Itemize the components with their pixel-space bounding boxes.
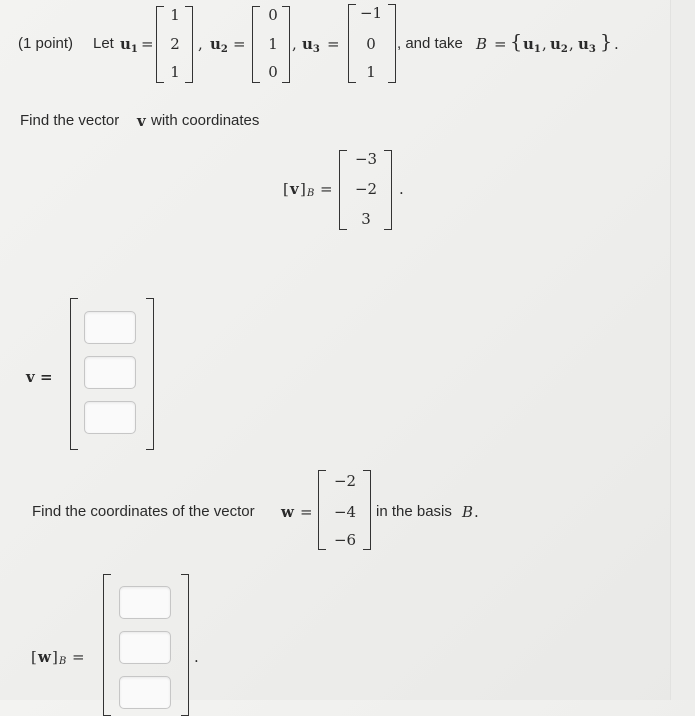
set-open-brace: { [510, 31, 523, 53]
u1-right-bracket [185, 6, 193, 83]
answer-w-entry-2-input[interactable] [119, 631, 171, 664]
answer-w-equals: = [72, 648, 85, 666]
answer-v-entry-2-input[interactable] [84, 356, 136, 389]
basis-symbol: B [476, 35, 488, 53]
comma: , [569, 35, 574, 53]
u1-entry: 1 [170, 6, 180, 24]
right-page-strip [670, 0, 695, 700]
period: . [614, 35, 619, 53]
u1-equals: = [141, 35, 154, 53]
w-entry: −4 [333, 503, 357, 521]
part1-prompt-after: with coordinates [151, 112, 260, 129]
part1-prompt-before: Find the vector [20, 112, 120, 129]
answer-w-entry-3-input[interactable] [119, 676, 171, 709]
coord-equals: = [320, 180, 333, 198]
u1-entry: 2 [170, 35, 180, 53]
u1-entry: 1 [170, 63, 180, 81]
coord-right-bracket [384, 150, 392, 230]
u3-right-bracket [388, 4, 396, 83]
u3-entry: 0 [366, 35, 376, 53]
and-take-label: , and take [397, 35, 463, 52]
answer-w-left-bracket [103, 574, 111, 716]
coord-bracket-close: ] [300, 180, 306, 198]
u1-symbol: $u_1$ [120, 35, 138, 55]
part2-prompt-text: Find the coordinates of the vector [32, 503, 255, 520]
coord-sub: B [307, 188, 315, 199]
u3-entry: 1 [366, 63, 376, 81]
answer-w-var: w [38, 648, 51, 666]
u2-entry: 1 [268, 35, 278, 53]
period: . [399, 180, 404, 198]
u2-symbol: $u_2$ [210, 35, 228, 55]
answer-w-bracket-close: ] [52, 648, 58, 666]
set-u3: $u_3$ [578, 35, 596, 55]
basis-equals: = [494, 35, 507, 53]
answer-v-entry-1-input[interactable] [84, 311, 136, 344]
answer-w-sub: B [59, 656, 67, 667]
part2-var: w [281, 503, 294, 521]
part1-prompt-var: v [137, 112, 146, 130]
comma: , [198, 35, 203, 53]
answer-v-right-bracket [146, 298, 154, 450]
let-label: Let [93, 35, 114, 52]
answer-w-right-bracket [181, 574, 189, 716]
period: . [474, 503, 479, 521]
coord-var: v [290, 180, 299, 198]
answer-w-bracket-open: [ [31, 648, 37, 666]
points-label: (1 point) [18, 35, 74, 52]
u2-equals: = [233, 35, 246, 53]
u2-entry: 0 [268, 63, 278, 81]
u3-equals: = [327, 35, 340, 53]
u2-entry: 0 [268, 6, 278, 24]
w-entry: −2 [333, 472, 357, 490]
coord-entry: 3 [361, 210, 371, 228]
answer-v-entry-3-input[interactable] [84, 401, 136, 434]
period: . [194, 648, 199, 666]
basis-symbol: B [462, 503, 474, 521]
coord-bracket-open: [ [283, 180, 289, 198]
w-entry: −6 [333, 531, 357, 549]
coord-entry: −3 [354, 150, 378, 168]
comma: , [542, 35, 547, 53]
in-basis-label: in the basis [376, 503, 452, 520]
answer-w-entry-1-input[interactable] [119, 586, 171, 619]
u3-entry: −1 [359, 4, 383, 22]
set-close-brace: } [600, 31, 613, 53]
set-u1: $u_1$ [523, 35, 541, 55]
answer-v-label: v = [26, 368, 53, 386]
set-u2: $u_2$ [550, 35, 568, 55]
coord-entry: −2 [354, 180, 378, 198]
u2-right-bracket [282, 6, 290, 83]
u3-symbol: $u_3$ [302, 35, 320, 55]
part2-equals: = [300, 503, 313, 521]
comma: , [292, 35, 297, 53]
w-right-bracket [363, 470, 371, 550]
answer-v-left-bracket [70, 298, 78, 450]
